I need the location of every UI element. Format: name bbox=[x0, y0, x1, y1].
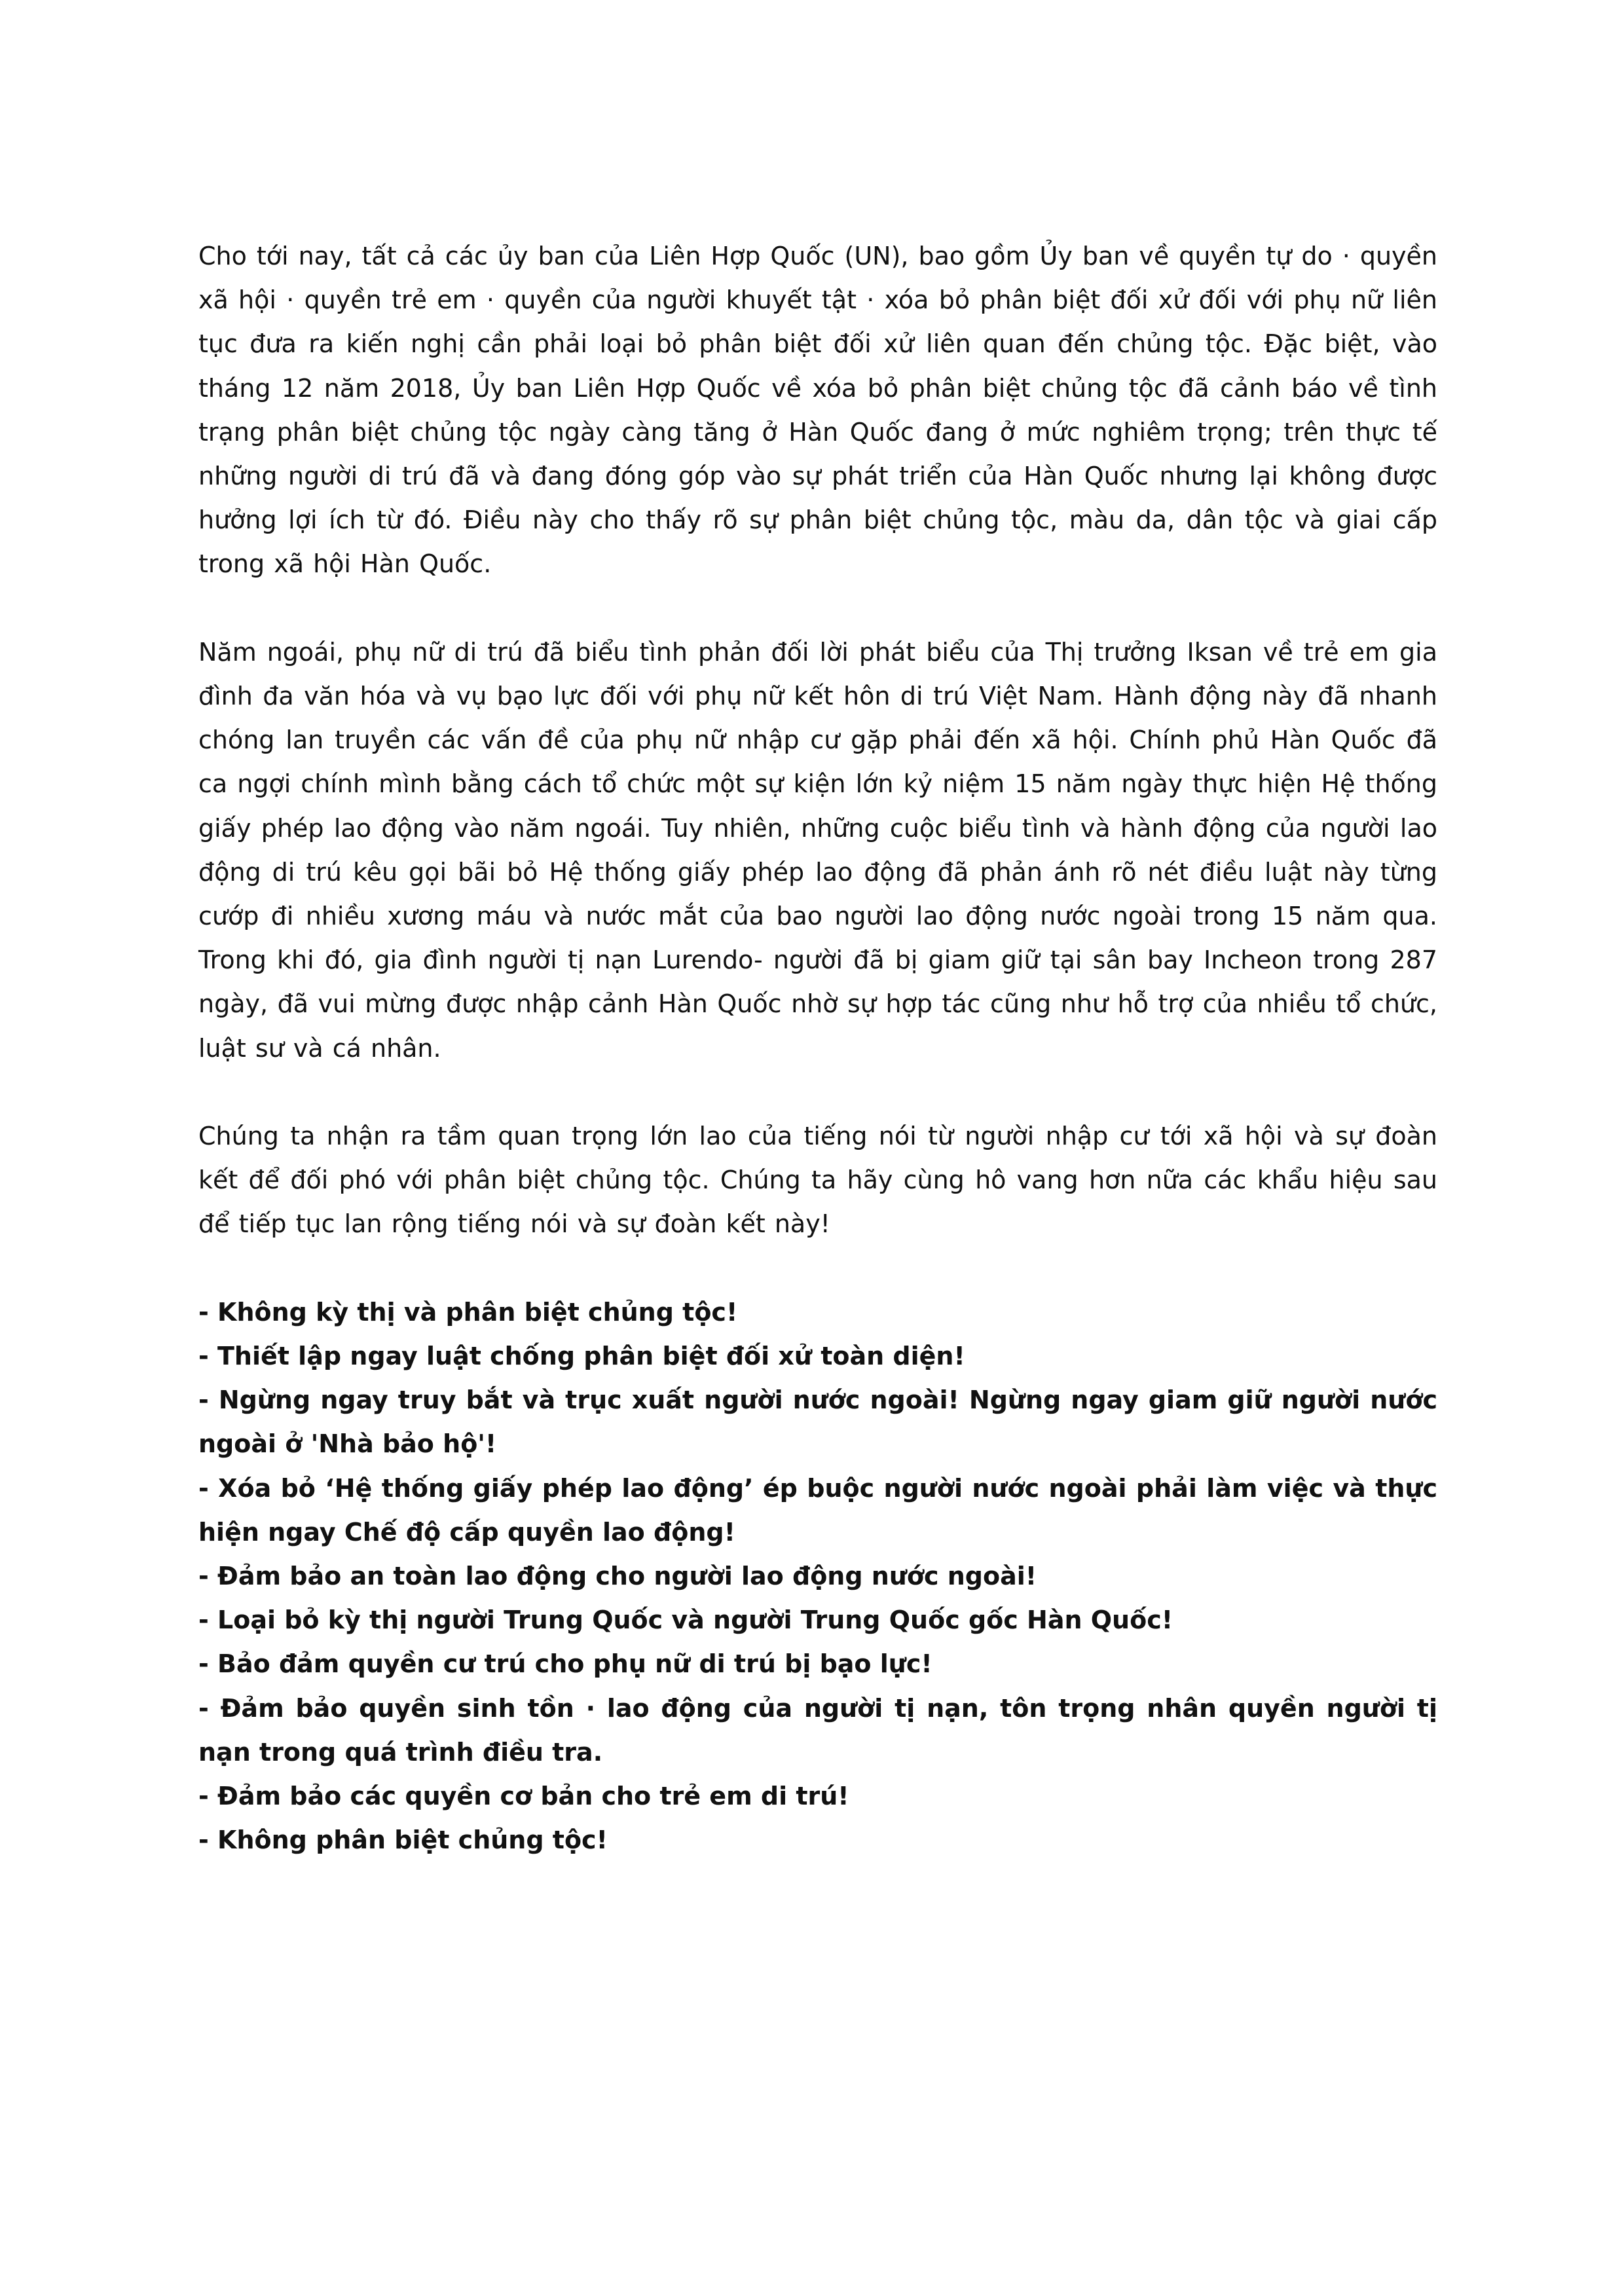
slogan-item: - Đảm bảo quyền sinh tồn · lao động của người tị nạn, tôn trọng nhân quyền người tị nạn trong quá trình điều tra. bbox=[198, 1693, 1437, 1767]
slogan-item: - Đảm bảo các quyền cơ bản cho trẻ em di trú! bbox=[198, 1782, 849, 1811]
slogan-item: - Không phân biệt chủng tộc! bbox=[198, 1826, 608, 1855]
paragraph-migrant-protests: Năm ngoái, phụ nữ di trú đã biểu tình phản đối lời phát biểu của Thị trưởng Iksan về trẻ em gia đình đa văn hóa và vụ bạo lực đối với phụ nữ kết hôn di trú Việt Nam. Hành động này đã nhanh chóng lan truyền các vấn đề của phụ nữ nhập cư gặp phải đến xã hội. Chính phủ Hàn Quốc đã ca ngợi chính mình bằng cách tổ chức một sự kiện lớn kỷ niệm 15 năm ngày thực hiện Hệ thống giấy phép lao động vào năm ngoái. Tuy nhiên, những cuộc biểu tình và hành động của người lao động di trú kêu gọi bãi bỏ Hệ thống giấy phép lao động đã phản ánh rõ nét điều luật này từng cướp đi nhiều xương máu và nước mắt của bao người lao động nước ngoài trong 15 năm qua. Trong khi đó, gia đình người tị nạn Lurendo- người đã bị giam giữ tại sân bay Incheon trong 287 ngày, đã vui mừng được nhập cảnh Hàn Quốc nhờ sự hợp tác cũng như hỗ trợ của nhiều tổ chức, luật sư và cá nhân. bbox=[198, 637, 1437, 1063]
paragraph-un-committees: Cho tới nay, tất cả các ủy ban của Liên Hợp Quốc (UN), bao gồm Ủy ban về quyền tự do · quyền xã hội · quyền trẻ em · quyền của người khuyết tật · xóa bỏ phân biệt đối xử đối với phụ nữ liên tục đưa ra kiến nghị cần phải loại bỏ phân biệt đối xử liên quan đến chủng tộc. Đặc biệt, vào tháng 12 năm 2018, Ủy ban Liên Hợp Quốc về xóa bỏ phân biệt chủng tộc đã cảnh báo về tình trạng phân biệt chủng tộc ngày càng tăng ở Hàn Quốc đang ở mức nghiêm trọng; trên thực tế những người di trú đã và đang đóng góp vào sự phát triển của Hàn Quốc nhưng lại không được hưởng lợi ích từ đó. Điều này cho thấy rõ sự phân biệt chủng tộc, màu da, dân tộc và giai cấp trong xã hội Hàn Quốc. bbox=[198, 242, 1437, 579]
slogan-item: - Bảo đảm quyền cư trú cho phụ nữ di trú bị bạo lực! bbox=[198, 1649, 932, 1679]
paragraph-call-to-action: Chúng ta nhận ra tầm quan trọng lớn lao của tiếng nói từ người nhập cư tới xã hội và sự đoàn kết để đối phó với phân biệt chủng tộc. Chúng ta hãy cùng hô vang hơn nữa các khẩu hiệu sau để tiếp tục lan rộng tiếng nói và sự đoàn kết này! bbox=[198, 1122, 1437, 1239]
slogan-item: - Ngừng ngay truy bắt và trục xuất người nước ngoài! Ngừng ngay giam giữ người nước ngoài ở 'Nhà bảo hộ'! bbox=[198, 1386, 1437, 1459]
document-page bbox=[198, 234, 1437, 1862]
slogan-item: - Loại bỏ kỳ thị người Trung Quốc và người Trung Quốc gốc Hàn Quốc! bbox=[198, 1606, 1173, 1635]
slogan-list bbox=[198, 1291, 1437, 1863]
slogan-item: - Xóa bỏ ‘Hệ thống giấy phép lao động’ ép buộc người nước ngoài phải làm việc và thực hiện ngay Chế độ cấp quyền lao động! bbox=[198, 1473, 1437, 1547]
slogan-item: - Đảm bảo an toàn lao động cho người lao động nước ngoài! bbox=[198, 1562, 1037, 1591]
slogan-item: - Thiết lập ngay luật chống phân biệt đối xử toàn diện! bbox=[198, 1342, 965, 1371]
slogan-item: - Không kỳ thị và phân biệt chủng tộc! bbox=[198, 1297, 738, 1327]
